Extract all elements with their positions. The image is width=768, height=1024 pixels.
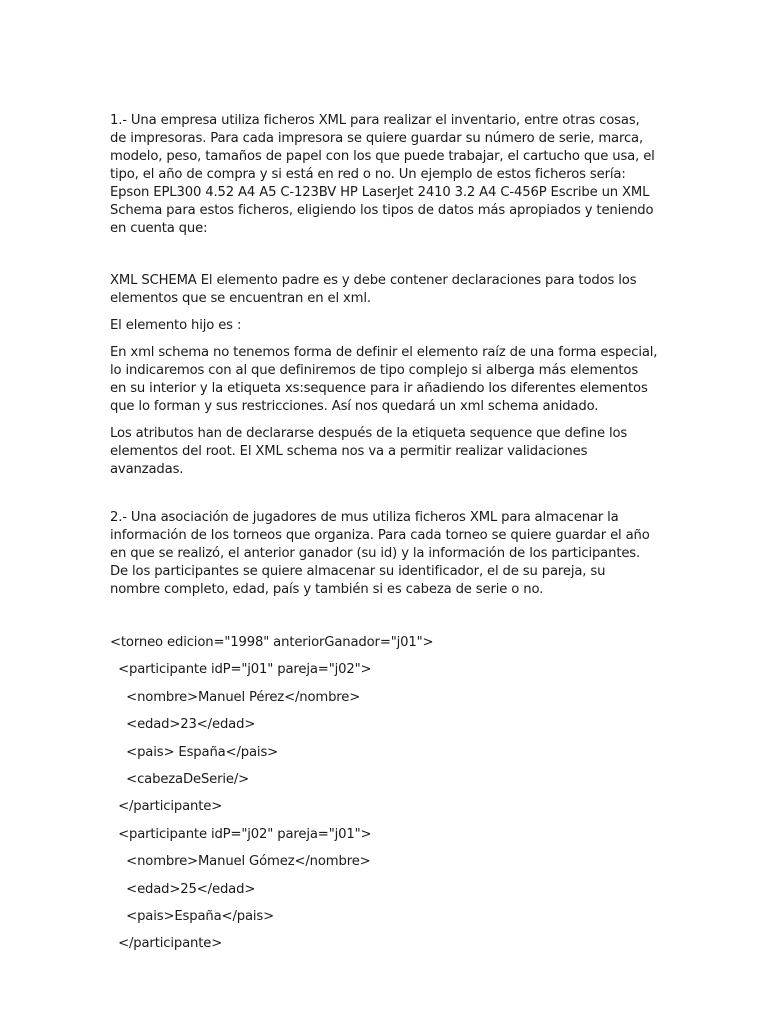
xml-example <box>110 634 658 963</box>
xml-line: <cabezaDeSerie/> <box>110 771 250 787</box>
xml-line: </participante> <box>110 799 223 815</box>
xml-line: <edad>25</edad> <box>110 881 256 897</box>
answer-paragraph: En xml schema no tenemos forma de definir el elemento raíz de una forma especial, lo indicaremos con al que definiremos de tipo complejo si alberga más elementos en su interior y la etiqueta xs:sequence para ir añadiendo los diferentes elementos que lo forman y sus restricciones. Así nos quedará un xml schema anidado. <box>110 345 658 414</box>
xml-line: <nombre>Manuel Gómez</nombre> <box>110 854 371 870</box>
spacer <box>110 247 658 272</box>
exercise-1-statement: 1.- Una empresa utiliza ficheros XML para realizar el inventario, entre otras cosas, de impresoras. Para cada impresora se quiere guardar su número de serie, marca, modelo, peso, tamaños de papel con los que puede trabajar, el cartucho que usa, el tipo, el año de compra y si está en red o no. Un ejemplo de estos ficheros sería: Epson EPL300 4.52 A4 A5 C-123BV HP LaserJet 2410 3.2 A4 C-456P Escribe un XML Schema para estos ficheros, eligiendo los tipos de datos más apropiados y teniendo en cuenta que: <box>110 113 655 236</box>
xml-line: <nombre>Manuel Pérez</nombre> <box>110 689 361 705</box>
xml-line: <edad>23</edad> <box>110 717 256 733</box>
spacer <box>110 608 658 634</box>
xml-line: <participante idP="j01" pareja="j02"> <box>110 662 372 678</box>
document-body <box>110 112 658 963</box>
xml-line: <participante idP="j02" pareja="j01"> <box>110 826 372 842</box>
answer-paragraph: Los atributos han de declararse después de la etiqueta sequence que define los elementos del root. El XML schema nos va a permitir realizar validaciones avanzadas. <box>110 426 628 477</box>
exercise-2-statement: 2.- Una asociación de jugadores de mus utiliza ficheros XML para almacenar la información de los torneos que organiza. Para cada torneo se quiere guardar el año en que se realizó, el anterior ganador (su id) y la información de los participantes. De los participantes se quiere almacenar su identificador, el de su pareja, su nombre completo, edad, país y también si es cabeza de serie o no. <box>110 510 650 597</box>
xml-line: <torneo edicion="1998" anteriorGanador="j01"> <box>110 635 434 650</box>
spacer <box>110 488 658 509</box>
xml-line: <pais>España</pais> <box>110 908 275 924</box>
answer-paragraph: El elemento hijo es : <box>110 318 242 333</box>
xml-line: </participante> <box>110 936 223 952</box>
answer-paragraph: XML SCHEMA El elemento padre es y debe contener declaraciones para todos los elementos que se encuentran en el xml. <box>110 273 637 306</box>
xml-line: <pais> España</pais> <box>110 744 279 760</box>
